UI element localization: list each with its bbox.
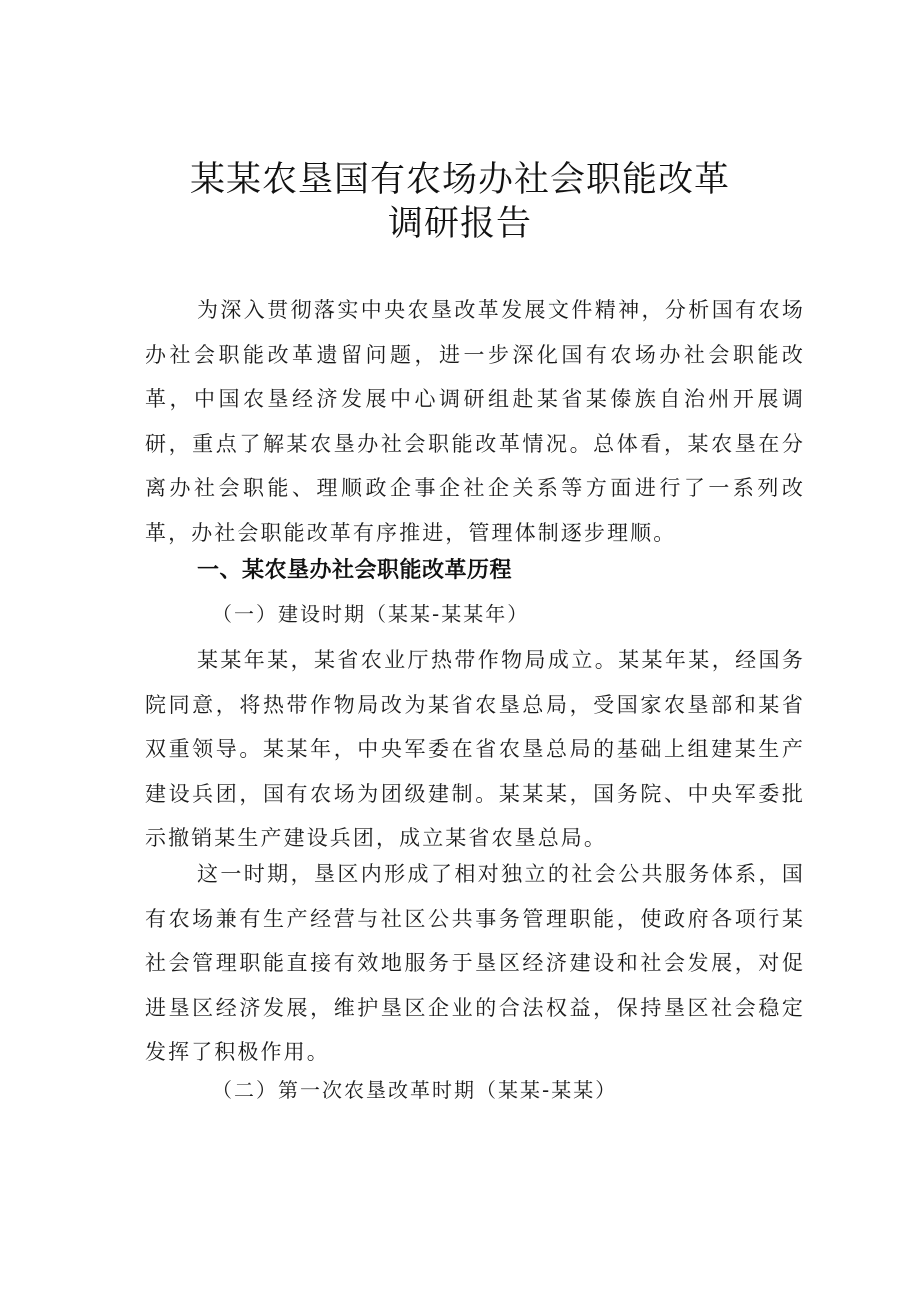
intro-paragraph: 为深入贯彻落实中央农垦改革发展文件精神，分析国有农场办社会职能改革遗留问题，进一步深化国有农场办社会职能改革，中国农垦经济发展中心调研组赴某省某傣族自治州开展调研，重点了解某农垦办社会职能改革情况。总体看，某农垦在分离办社会职能、理顺政企事企社企关系等方面进行了一系列改革，办社会职能改革有序推进，管理体制逐步理顺。 <box>145 298 805 545</box>
section-1-heading: 一、某农垦办社会职能改革历程 <box>197 558 513 583</box>
subsection-1-heading: （一）建设时期（某某-某某年） <box>212 602 530 626</box>
document-title-line-1: 某某农垦国有农场办社会职能改革 <box>189 160 730 200</box>
subsection-2-heading: （二）第一次农垦改革时期（某某-某某） <box>212 1078 618 1102</box>
document-title-line-2: 调研报告 <box>387 204 532 244</box>
period-summary-paragraph: 这一时期，垦区内形成了相对独立的社会公共服务体系，国有农场兼有生产经营与社区公共事务管理职能，使政府各项行某社会管理职能直接有效地服务于垦区经济建设和社会发展，对促进垦区经济发展，维护垦区企业的合法权益，保持垦区社会稳定发挥了积极作用。 <box>145 862 805 1064</box>
history-paragraph: 某某年某，某省农业厅热带作物局成立。某某年某，经国务院同意，将热带作物局改为某省农垦总局，受国家农垦部和某省双重领导。某某年，中央军委在省农垦总局的基础上组建某生产建设兵团，国有农场为团级建制。某某某，国务院、中央军委批示撤销某生产建设兵团，成立某省农垦总局。 <box>145 648 805 850</box>
